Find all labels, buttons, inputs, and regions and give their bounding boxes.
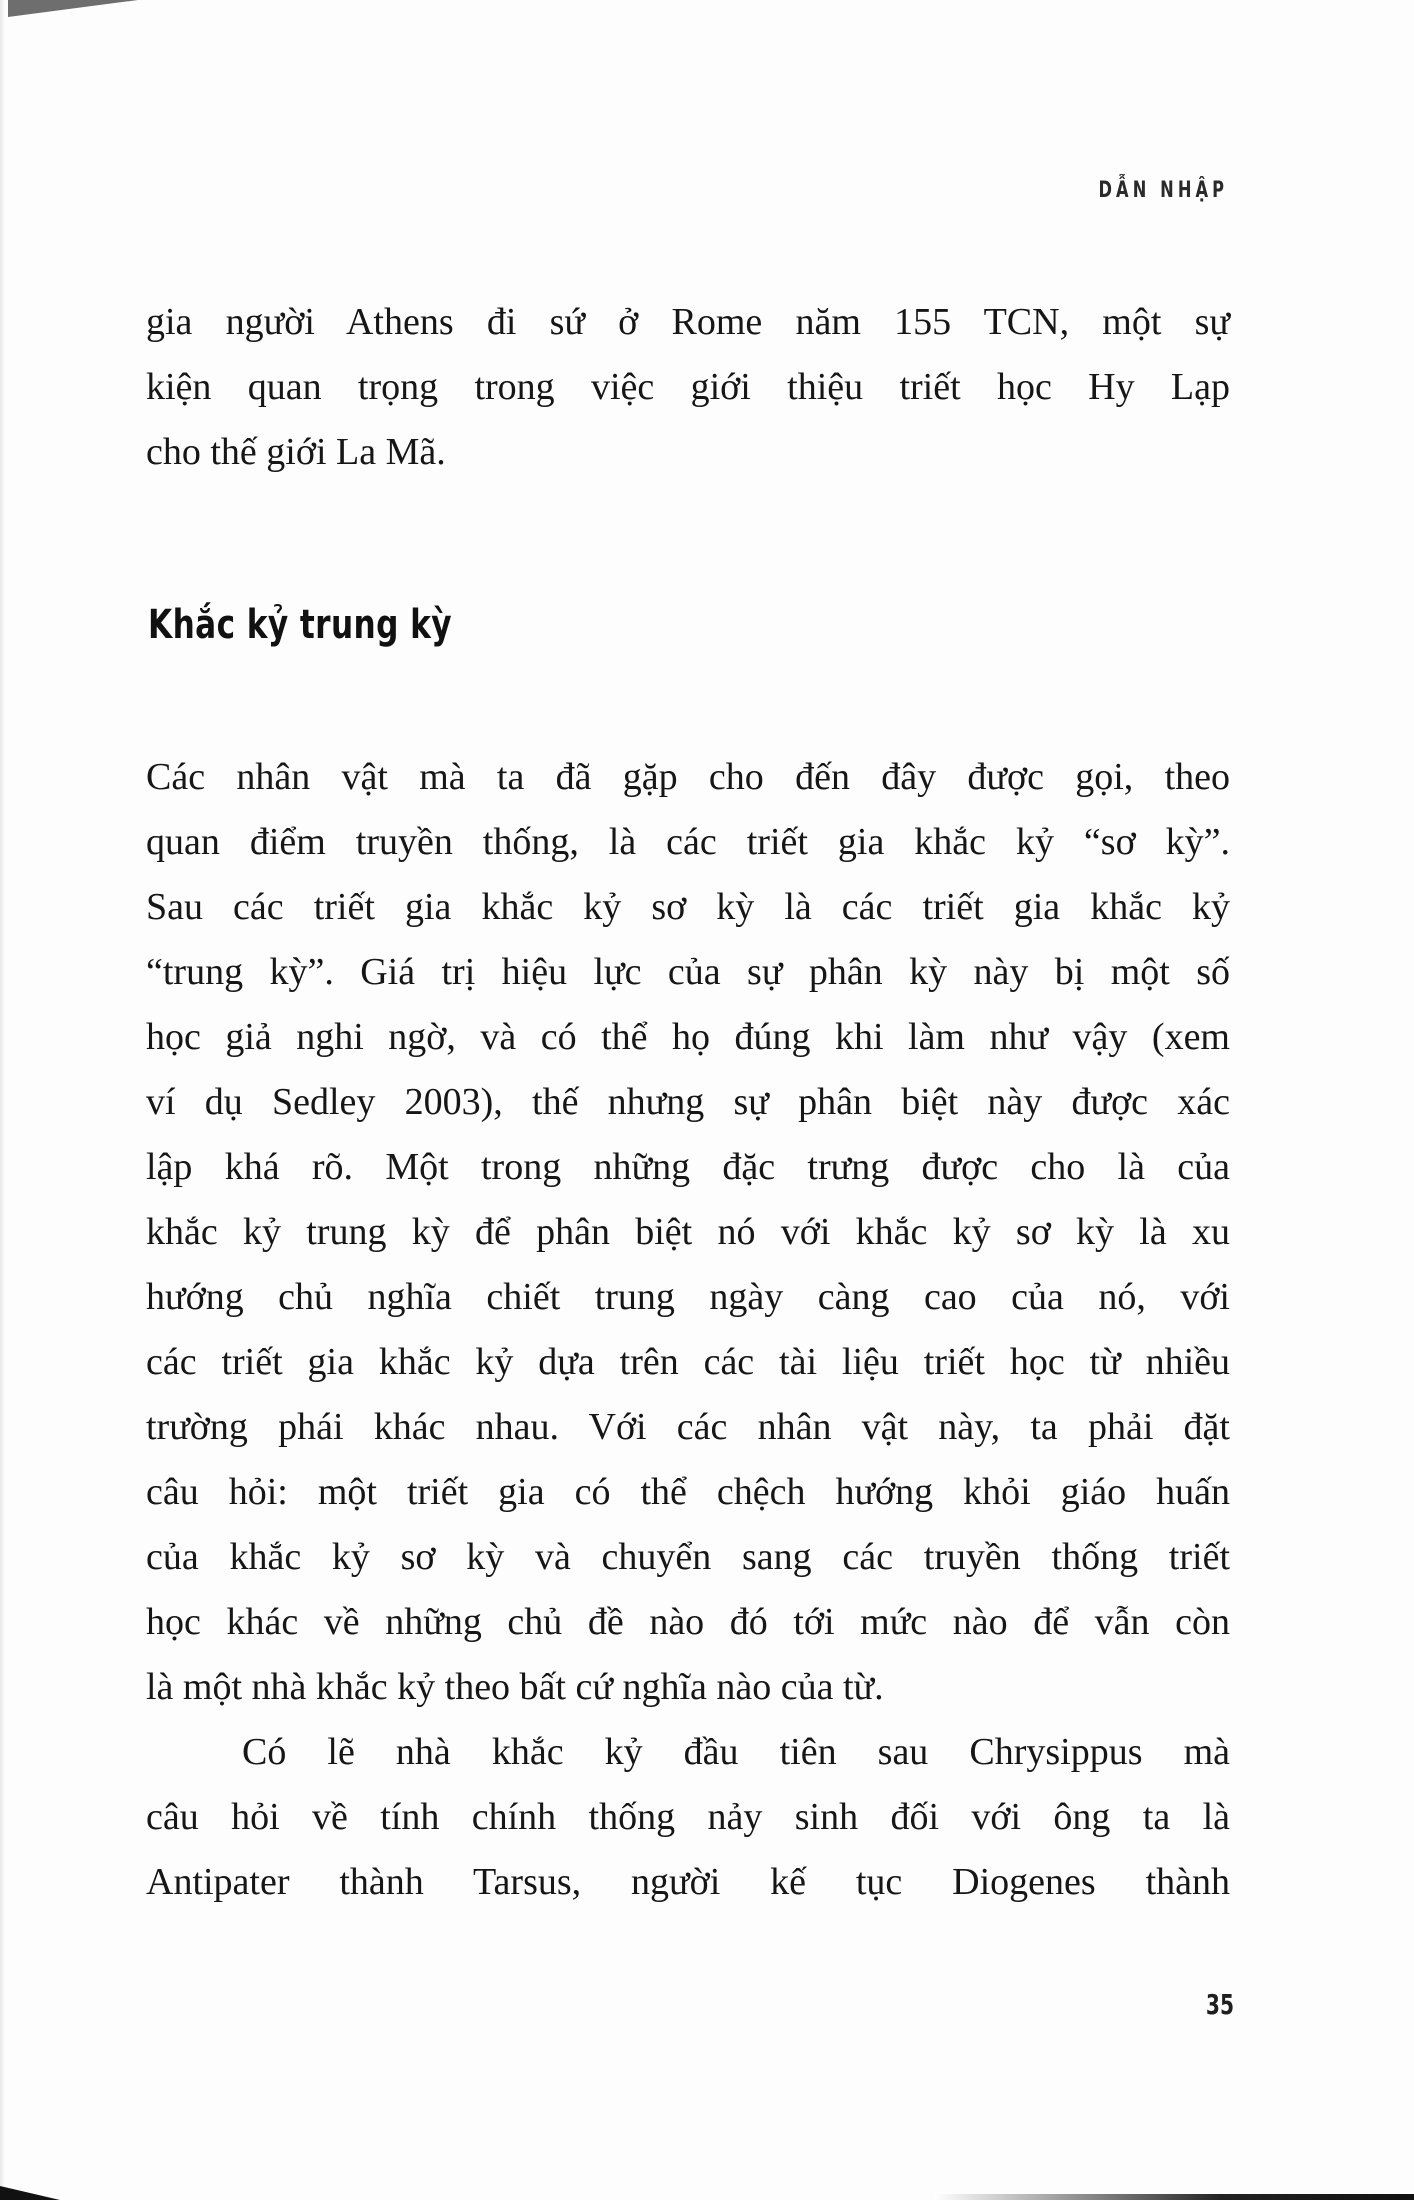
section-heading: Khắc kỷ trung kỳ [148,602,453,648]
text-line: gia người Athens đi sứ ở Rome năm 155 TCN, một sự [146,301,1230,343]
text-line: Các nhân vật mà ta đã gặp cho đến đây được gọi, theo [146,756,1230,798]
text-line: là một nhà khắc kỷ theo bất cứ nghĩa nào của từ. [146,1666,884,1708]
text-line: lập khá rõ. Một trong những đặc trưng được cho là của [146,1146,1230,1188]
paragraph-1 [146,745,1230,1720]
text-line: Antipater thành Tarsus, người kế tục Diogenes thành [146,1861,1230,1903]
text-line: học giả nghi ngờ, và có thể họ đúng khi làm như vậy (xem [146,1016,1230,1058]
text-line: câu hỏi về tính chính thống nảy sinh đối với ông ta là [146,1796,1230,1838]
page-number: 35 [1205,1988,1234,2021]
text-line: câu hỏi: một triết gia có thể chệch hướng khỏi giáo huấn [146,1471,1230,1513]
scan-edge-artifact [934,2194,1414,2200]
text-line: ví dụ Sedley 2003), thế nhưng sự phân biệt này được xác [146,1081,1230,1123]
text-line: của khắc kỷ sơ kỳ và chuyển sang các truyền thống triết [146,1536,1230,1578]
text-line: Sau các triết gia khắc kỷ sơ kỳ là các triết gia khắc kỷ [146,886,1230,928]
text-line: “trung kỳ”. Giá trị hiệu lực của sự phân kỳ này bị một số [146,951,1230,993]
text-line: các triết gia khắc kỷ dựa trên các tài liệu triết học từ nhiều [146,1341,1230,1383]
text-line: trường phái khác nhau. Với các nhân vật này, ta phải đặt [146,1406,1230,1448]
scan-edge-shadow [0,0,5,2200]
text-line: học khác về những chủ đề nào đó tới mức nào để vẫn còn [146,1601,1230,1643]
paragraph-2 [146,1720,1230,1915]
text-line: khắc kỷ trung kỳ để phân biệt nó với khắc kỷ sơ kỳ là xu [146,1211,1230,1253]
text-line: cho thế giới La Mã. [146,431,446,473]
text-line: kiện quan trọng trong việc giới thiệu triết học Hy Lạp [146,366,1230,408]
text-line: Có lẽ nhà khắc kỷ đầu tiên sau Chrysippus mà [242,1731,1230,1773]
continuation-paragraph [146,290,1230,485]
scan-corner-artifact [0,2186,60,2200]
running-head: DẪN NHẬP [1098,178,1228,203]
text-line: hướng chủ nghĩa chiết trung ngày càng cao của nó, với [146,1276,1230,1318]
scan-corner-artifact [8,0,138,17]
text-line: quan điểm truyền thống, là các triết gia khắc kỷ “sơ kỳ”. [146,821,1230,863]
